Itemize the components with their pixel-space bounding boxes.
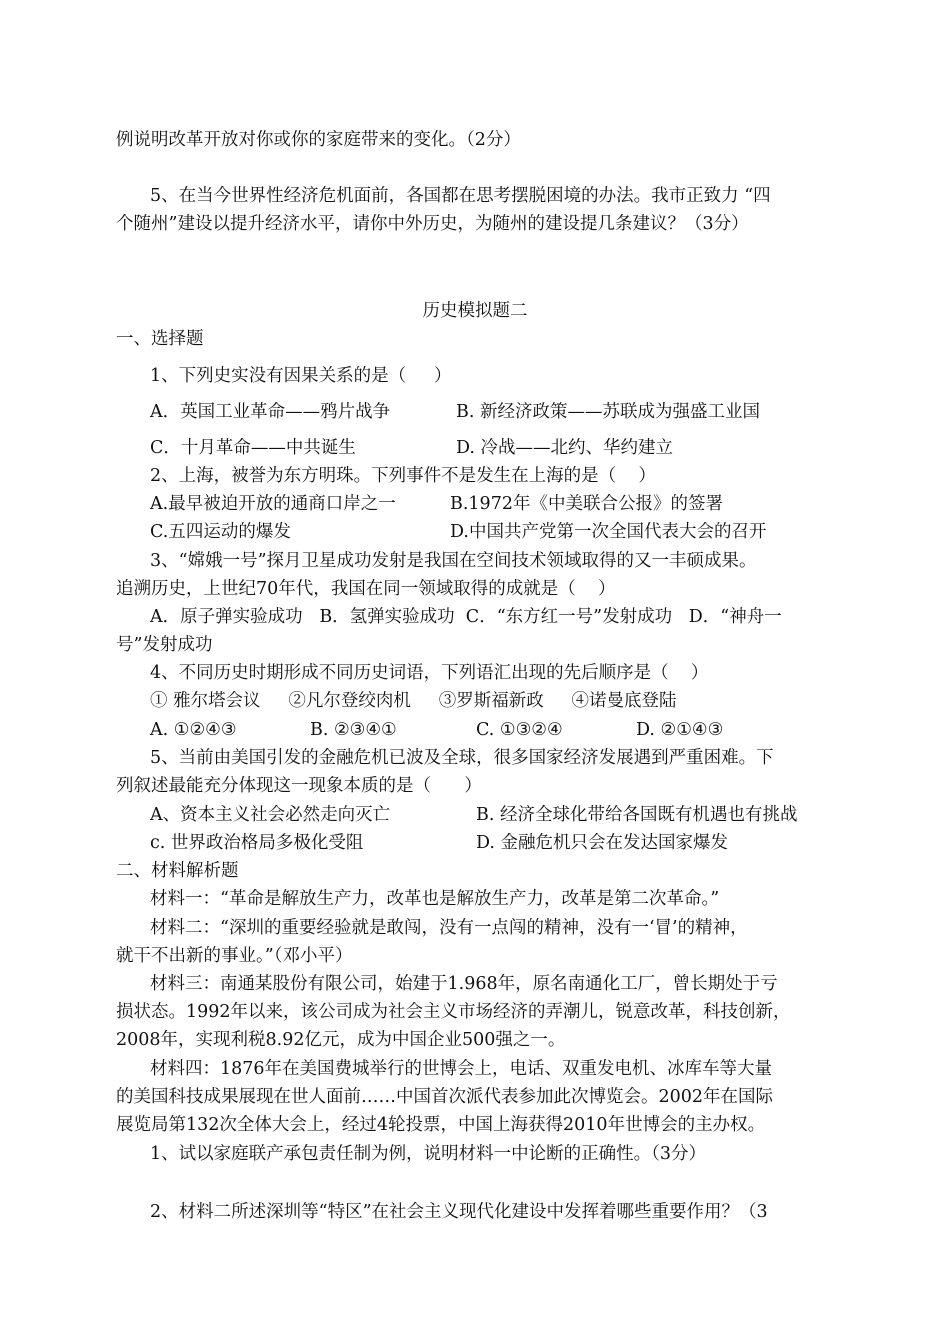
- option: B.1972年《中美联合公报》的签署: [450, 494, 723, 514]
- option: B. 新经济政策——苏联成为强盛工业国: [456, 402, 760, 422]
- sub-question: 1、试以家庭联产承包责任制为例，说明材料一中论断的正确性。（3分）: [150, 1144, 707, 1164]
- option: 号”发射成功: [116, 635, 213, 655]
- sub-question: 2、材料二所述深圳等“特区”在社会主义现代化建设中发挥着哪些重要作用？（3: [150, 1202, 768, 1222]
- option: A. ①②④③: [150, 720, 237, 740]
- option: A．英国工业革命——鸦片战争: [150, 402, 391, 422]
- material-line: 的美国科技成果展现在世人面前……中国首次派代表参加此次博览会。2002年在国际: [116, 1087, 774, 1107]
- question-stem: 5、当前由美国引发的金融危机已波及全球，很多国家经济发展遇到严重困难。下: [150, 748, 774, 768]
- question-stem: 1、下列史实没有因果关系的是（ ）: [150, 366, 452, 386]
- option: c. 世界政治格局多极化受阻: [150, 833, 364, 853]
- material-line: 损状态。1992年以来，该公司成为社会主义市场经济的弄潮儿，锐意改革，科技创新，: [116, 1002, 791, 1022]
- question-stem: 2、上海，被誉为东方明珠。下列事件不是发生在上海的是（ ）: [150, 466, 656, 486]
- option: A.最早被迫开放的通商口岸之一: [150, 494, 396, 514]
- question-stem: 4、不同历史时期形成不同历史词语，下列语汇出现的先后顺序是（ ）: [150, 663, 709, 683]
- question-stem: 3、“嫦娥一号”探月卫星成功发射是我国在空间技术领域取得的又一丰硕成果。: [150, 551, 757, 571]
- question-stem: 列叙述最能充分体现这一现象本质的是（ ）: [116, 776, 482, 796]
- option: D. 冷战——北约、华约建立: [456, 438, 674, 458]
- material-line: 材料二：“深圳的重要经验就是敢闯，没有一点闯的精神，没有一‘冒’的精神，: [150, 918, 748, 938]
- question-5-line: 个随州”建设以提升经济水平，请你中外历史，为随州的建设提几条建议？（3分）: [116, 214, 749, 234]
- option: D. ②①④③: [636, 720, 724, 740]
- option: D. 金融危机只会在发达国家爆发: [476, 833, 729, 853]
- material-line: 材料四：1876年在美国费城举行的世博会上，电话、双重发电机、冰库车等大量: [150, 1059, 773, 1079]
- option: D.中国共产党第一次全国代表大会的召开: [450, 522, 767, 542]
- material-line: 展览局第132次全体大会上，经过4轮投票，中国上海获得2010年世博会的主办权。: [116, 1115, 766, 1135]
- option: C.五四运动的爆发: [150, 522, 291, 542]
- text-line: 例说明改革开放对你或你的家庭带来的变化。（2分）: [116, 130, 521, 150]
- question-items: ① 雅尔塔会议 ②凡尔登绞肉机 ③罗斯福新政 ④诺曼底登陆: [150, 691, 677, 711]
- material-line: 材料一：“革命是解放生产力，改革也是解放生产力，改革是第二次革命。”: [150, 889, 720, 909]
- option: A．原子弹实验成功 B．氢弹实验成功 C．“东方红一号”发射成功 D．“神舟一: [150, 607, 782, 627]
- question-5-line: 5、在当今世界性经济危机面前，各国都在思考摆脱困境的办法。我市正致力 “四: [150, 186, 771, 206]
- section-heading: 一、选择题: [116, 329, 204, 349]
- material-line: 2008年，实现利税8.92亿元，成为中国企业500强之一。: [116, 1030, 566, 1050]
- material-line: 就干不出新的事业。”（邓小平）: [116, 946, 353, 966]
- option: B. 经济全球化带给各国既有机遇也有挑战: [476, 805, 798, 825]
- option: B. ②③④①: [310, 720, 397, 740]
- option: C．十月革命——中共诞生: [150, 438, 356, 458]
- option: C. ①③②④: [476, 720, 563, 740]
- section-heading: 二、材料解析题: [116, 861, 239, 881]
- question-stem: 追溯历史，上世纪70年代，我国在同一领域取得的成就是（ ）: [116, 579, 616, 599]
- material-line: 材料三：南通某股份有限公司，始建于1.968年，原名南通化工厂，曾长期处于亏: [150, 974, 778, 994]
- exam-title: 历史模拟题二: [422, 301, 528, 321]
- option: A、资本主义社会必然走向灭亡: [150, 805, 391, 825]
